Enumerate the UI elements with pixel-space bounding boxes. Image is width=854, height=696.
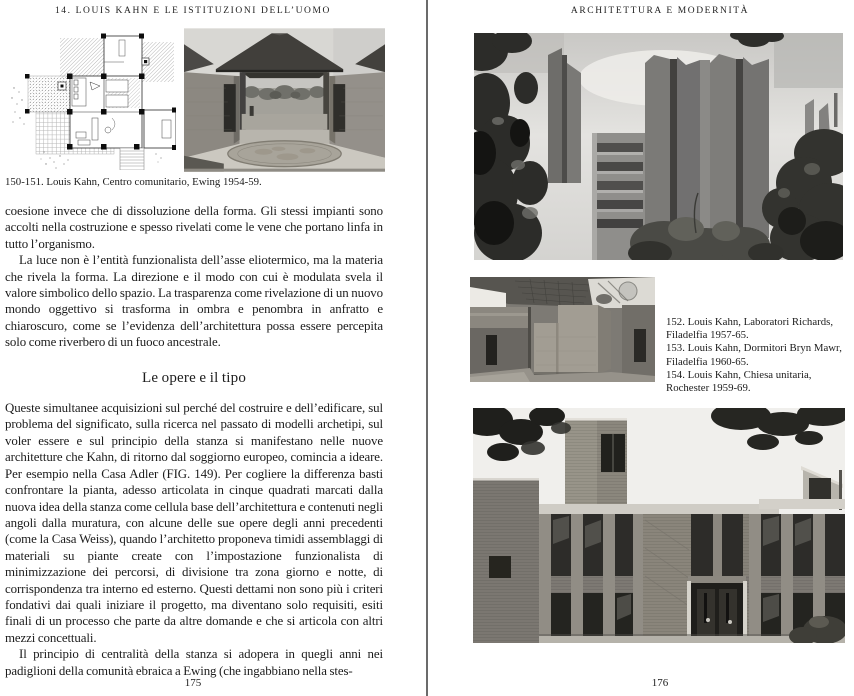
unitarian-church-photo — [473, 408, 845, 643]
page-number-left: 175 — [184, 677, 202, 689]
right-running-head: ARCHITETTURA E MODERNITÀ — [570, 6, 750, 16]
page-right — [428, 0, 854, 696]
figure-caption-150-151: 150-151. Louis Kahn, Centro comunitario, Ewing 1954-59. — [5, 176, 262, 188]
figure-caption-154: 154. Louis Kahn, Chiesa unitaria, Rochester 1959-69. — [666, 368, 812, 395]
paragraph: Queste simultanee acquisizioni sul perché del costruire e dell’edificare, sul problema del significato, sulla ricerca nel passato di modelli archetipi, sul voler essere e sul principio della stanza si manifestano nelle nuove architetture che Kahn, di ritorno dal soggiorno europeo, comincia a ideare. Per esempio nella Casa Adler (FIG. 149). Per cogliere la differenza basti confrontare la pianta, adesso articolata in cinque quadrati marcati dalla nuova idea della stanza come cellula base dell’architettura e contenuti negli angoli dalla muratura, con alcune delle sue opere degli anni precedenti (come la Casa Weiss), quando l’architetto proponeva timidi assemblaggi di materiali su piante create con l’impostazione funzionalista di minimizzazione dei percorsi, di divisione tra zona giorno e notte, di corrispondenza tra interno ed esterno. Questi dettami non sono più i criteri fondativi dai quali iniziare il progetto, ma diventano solo requisiti, esiti finali di un processo che parte da altre domande e che si articola con altri mezzi concettuali. — [5, 401, 383, 645]
interior-photo-figure — [470, 277, 655, 382]
bryn-mawr-interior-photo — [470, 277, 655, 382]
paragraph: coesione invece che di dissoluzione della forma. Gli stessi impianti sono accolti nella costruzione e spesso rivelati come le vene che portano linfa in tutto l’organismo. — [5, 204, 383, 251]
left-running-head: 14. LOUIS KAHN E LE ISTITUZIONI DELL’UOMO — [54, 6, 332, 16]
page-number-right: 176 — [651, 677, 669, 689]
paragraph: Il principio di centralità della stanza si adopera in quegli anni nei padiglioni della comunità ebraica a Ewing (che ingabbiano nella stes- — [5, 647, 383, 678]
section-heading: Le opere e il tipo — [141, 369, 247, 386]
figure-caption-152: 152. Louis Kahn, Laboratori Richards, Filadelfia 1957-65. — [666, 316, 834, 342]
page-left — [0, 0, 426, 696]
figure-caption-153: 153. Louis Kahn, Dormitori Bryn Mawr, Filadelfia 1960-65. — [666, 342, 842, 368]
pavilion-courtyard-photo — [184, 28, 385, 172]
richards-photo-figure — [474, 33, 843, 260]
captions-block — [666, 316, 854, 395]
floor-plan-figure — [8, 32, 176, 170]
pavilion-photo-figure — [184, 28, 385, 172]
church-photo-figure — [473, 408, 845, 643]
floor-plan-drawing — [8, 32, 176, 170]
paragraph: La luce non è l’entità funzionalista dell’asse eliotermico, ma la materia che rivela la forma. La direzione e il modo con cui è modulata svela il valore simbolico dello spazio. La trasparenza come rivelazione di un nuovo mondo oggettivo si trasforma in ombra e penombra in anfratto e chiaroscuro, come se l’evidenza dell’architettura possa essere percepita solo come riverbero di un fuoco ancestrale. — [5, 253, 383, 350]
body-text-column — [5, 203, 383, 679]
richards-laboratories-photo — [474, 33, 843, 260]
